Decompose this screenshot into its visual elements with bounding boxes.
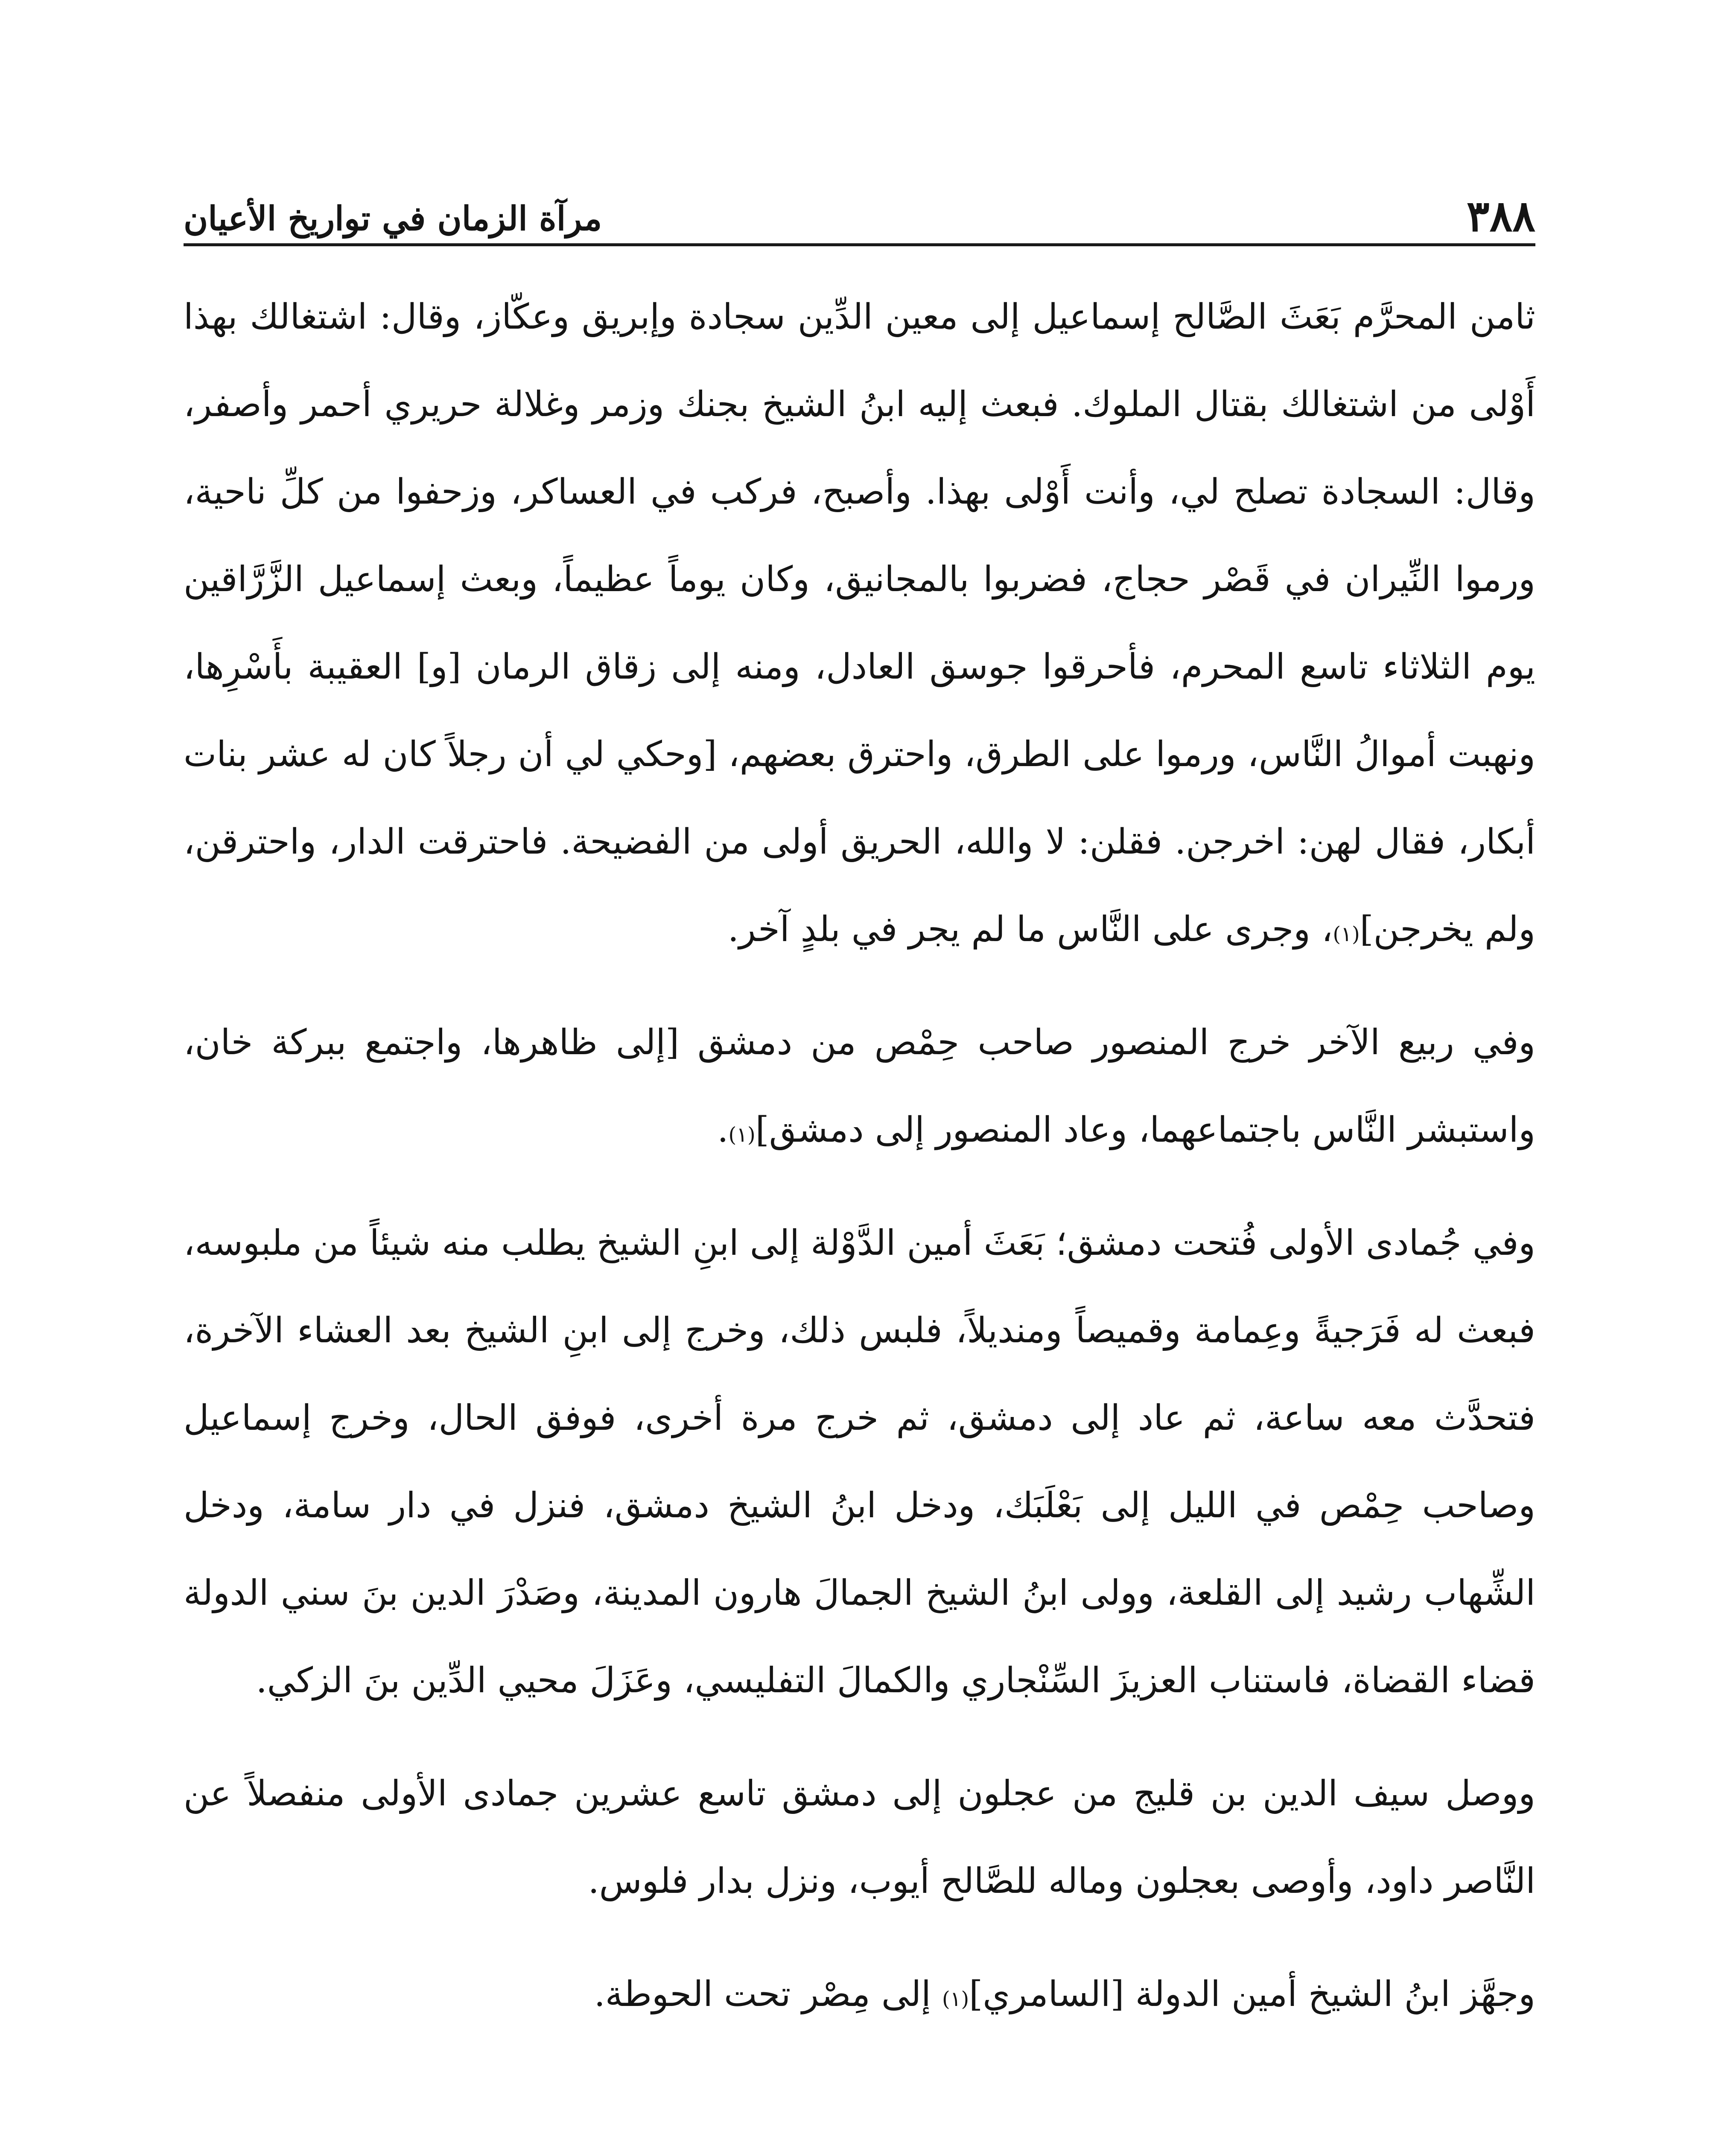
- paragraph-jumada-conquest: [184, 1199, 1535, 1724]
- paragraph-rabi-al-akhir: [184, 999, 1535, 1174]
- paragraph-sayf-al-din: [184, 1750, 1535, 1925]
- body-text: [184, 273, 1535, 2064]
- paragraph-text: وفي جُمادى الأولى فُتحت دمشق؛ بَعَثَ أمين الدَّوْلة إلى ابنِ الشيخ يطلب منه شيئاً من ملبوسه، فبعث له فَرَجيةً وعِمامة وقميصاً ومنديلاً، فلبس ذلك، وخرج إلى ابنِ الشيخ بعد العشاء الآخرة، فتحدَّث معه ساعة، ثم عاد إلى دمشق، ثم خرج مرة أخرى، فوفق الحال، وخرج إسماعيل وصاحب حِمْص في الليل إلى بَعْلَبَك، ودخل ابنُ الشيخ دمشق، فنزل في دار سامة، ودخل الشِّهاب رشيد إلى القلعة، وولى ابنُ الشيخ الجمالَ هارون المدينة، وصَدْرَ الدين بنَ سني الدولة قضاء القضاة، فاستناب العزيزَ السِّنْجاري والكمالَ التفليسي، وعَزَلَ محيي الدِّين بنَ الزكي.: [184, 1223, 1535, 1701]
- paragraph-muharram-events: [184, 273, 1535, 973]
- page-number: ٣٨٨: [1466, 191, 1535, 241]
- book-title: مرآة الزمان في تواريخ الأعيان: [184, 199, 602, 238]
- footnote-marker: (١): [942, 1987, 969, 2011]
- paragraph-text: وفي ربيع الآخر خرج المنصور صاحب حِمْص من دمشق [إلى ظاهرها، واجتمع ببركة خان، واستبشر النَّاس باجتماعهما، وعاد المنصور إلى دمشق]: [184, 1022, 1535, 1150]
- paragraph-text-tail: ، وجرى على النَّاس ما لم يجر في بلدٍ آخر.: [727, 909, 1333, 950]
- footnote-marker: (١): [728, 1123, 756, 1147]
- footnote-marker: (١): [1333, 922, 1360, 946]
- running-header: [184, 179, 1535, 246]
- paragraph-text: ووصل سيف الدين بن قليج من عجلون إلى دمشق تاسع عشرين جمادى الأولى منفصلاً عن النَّاصر داود، وأوصى بعجلون وماله للصَّالح أيوب، ونزل بدار فلوس.: [184, 1773, 1535, 1901]
- paragraph-amin-al-dawla: [184, 1950, 1535, 2038]
- paragraph-text-tail: .: [717, 1110, 729, 1150]
- paragraph-text-tail: إلى مِصْر تحت الحوطة.: [594, 1974, 942, 2014]
- paragraph-text: ثامن المحرَّم بَعَثَ الصَّالح إسماعيل إلى معين الدِّين سجادة وإبريق وعكّاز، وقال: اشتغالك بهذا أَوْلى من اشتغالك بقتال الملوك. فبعث إليه ابنُ الشيخ بجنك وزمر وغلالة حريري أحمر وأصفر، وقال: السجادة تصلح لي، وأنت أَوْلى بهذا. وأصبح، فركب في العساكر، وزحفوا من كلِّ ناحية، ورموا النِّيران في قَصْر حجاج، فضربوا بالمجانيق، وكان يوماً عظيماً، وبعث إسماعيل الزَّرَّاقين يوم الثلاثاء تاسع المحرم، فأحرقوا جوسق العادل، ومنه إلى زقاق الرمان [و] العقيبة بأَسْرِها، ونهبت أموالُ النَّاس، ورموا على الطرق، واحترق بعضهم، [وحكي لي أن رجلاً كان له عشر بنات أبكار، فقال لهن: اخرجن. فقلن: لا والله، الحريق أولى من الفضيحة. فاحترقت الدار، واحترقن، ولم يخرجن]: [184, 297, 1535, 950]
- paragraph-text: وجهَّز ابنُ الشيخ أمين الدولة [السامري]: [969, 1974, 1535, 2014]
